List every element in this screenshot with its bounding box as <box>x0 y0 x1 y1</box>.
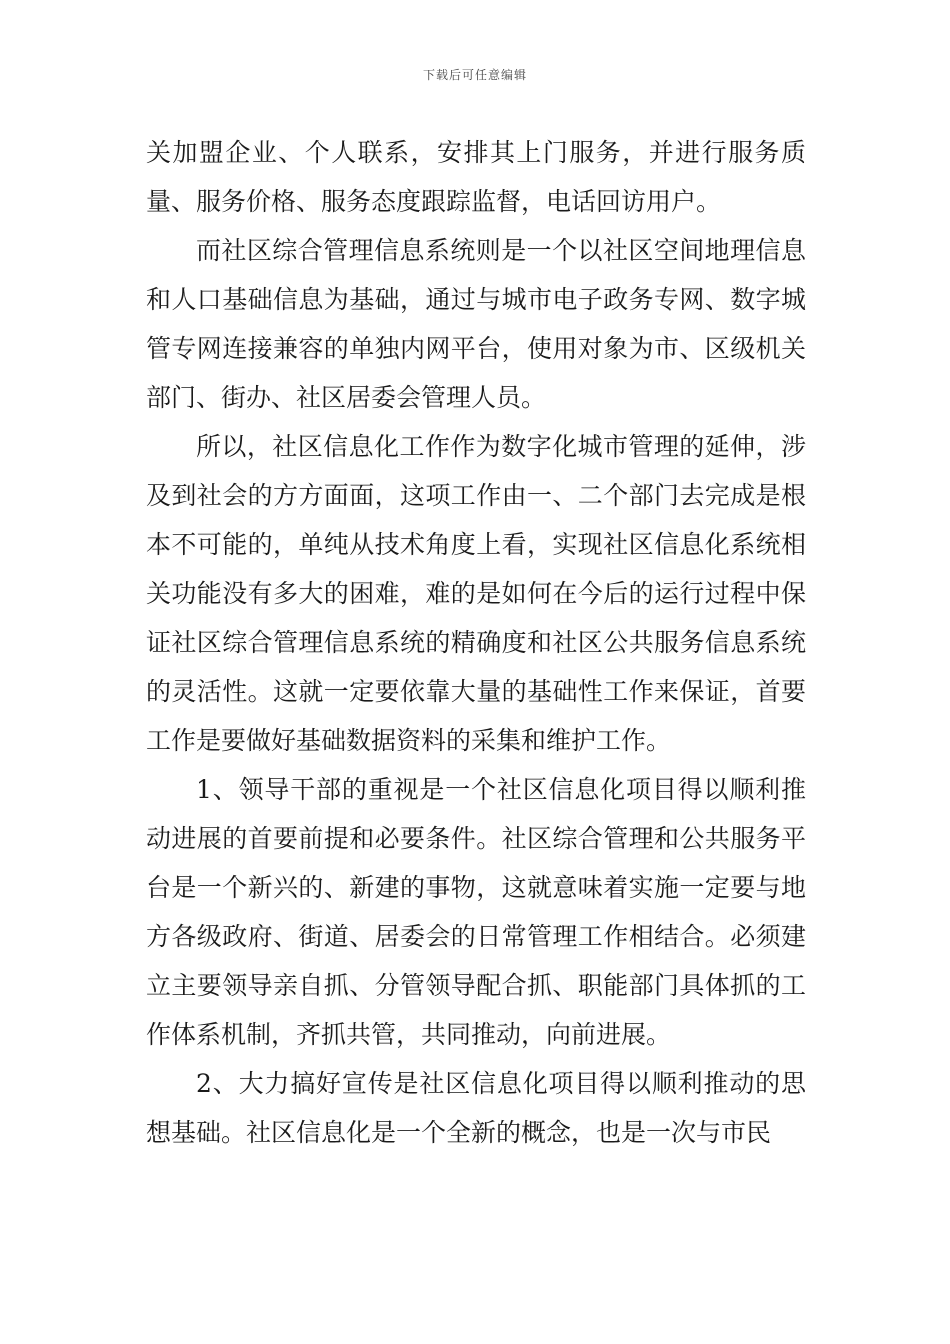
paragraph-4: 1、领导干部的重视是一个社区信息化项目得以顺利推动进展的首要前提和必要条件。社区综合管理和公共服务平台是一个新兴的、新建的事物，这就意味着实施一定要与地方各级政府、街道、居委会的日常管理工作相结合。必须建立主要领导亲自抓、分管领导配合抓、职能部门具体抓的工作体系机制，齐抓共管，共同推动，向前进展。 <box>146 775 806 1049</box>
paragraph-2: 而社区综合管理信息系统则是一个以社区空间地理信息和人口基础信息为基础，通过与城市电子政务专网、数字城 管专网连接兼容的单独内网平台，使用对象为市、区级机关部门、街办、社区居委会管理人员。 <box>146 236 806 412</box>
header-note: 下载后可任意编辑 <box>422 68 527 82</box>
paragraph-1: 关加盟企业、个人联系，安排其上门服务，并进行服务质量、服务价格、服务态度跟踪监督，电话回访用户。 <box>146 138 806 216</box>
paragraph-5: 2、大力搞好宣传是社区信息化项目得以顺利推动的思想基础。社区信息化是一个全新的概念，也是一次与市民 <box>146 1069 806 1147</box>
paragraph-3: 所以，社区信息化工作作为数字化城市管理的延伸，涉及到社会的方方面面，这项工作由一、二个部门去完成是根本不可能的，单纯从技术角度上看，实现社区信息化系统相关功能没有多大的困难，难的是如何在今后的运行过程中保证社区综合管理信息系统的精确度和社区公共服务信息系统的灵活性。这就一定要依靠大量的基础性工作来保证，首要工作是要做好基础数据资料的采集和维护工作。 <box>146 432 806 755</box>
body-text <box>146 128 806 1157</box>
